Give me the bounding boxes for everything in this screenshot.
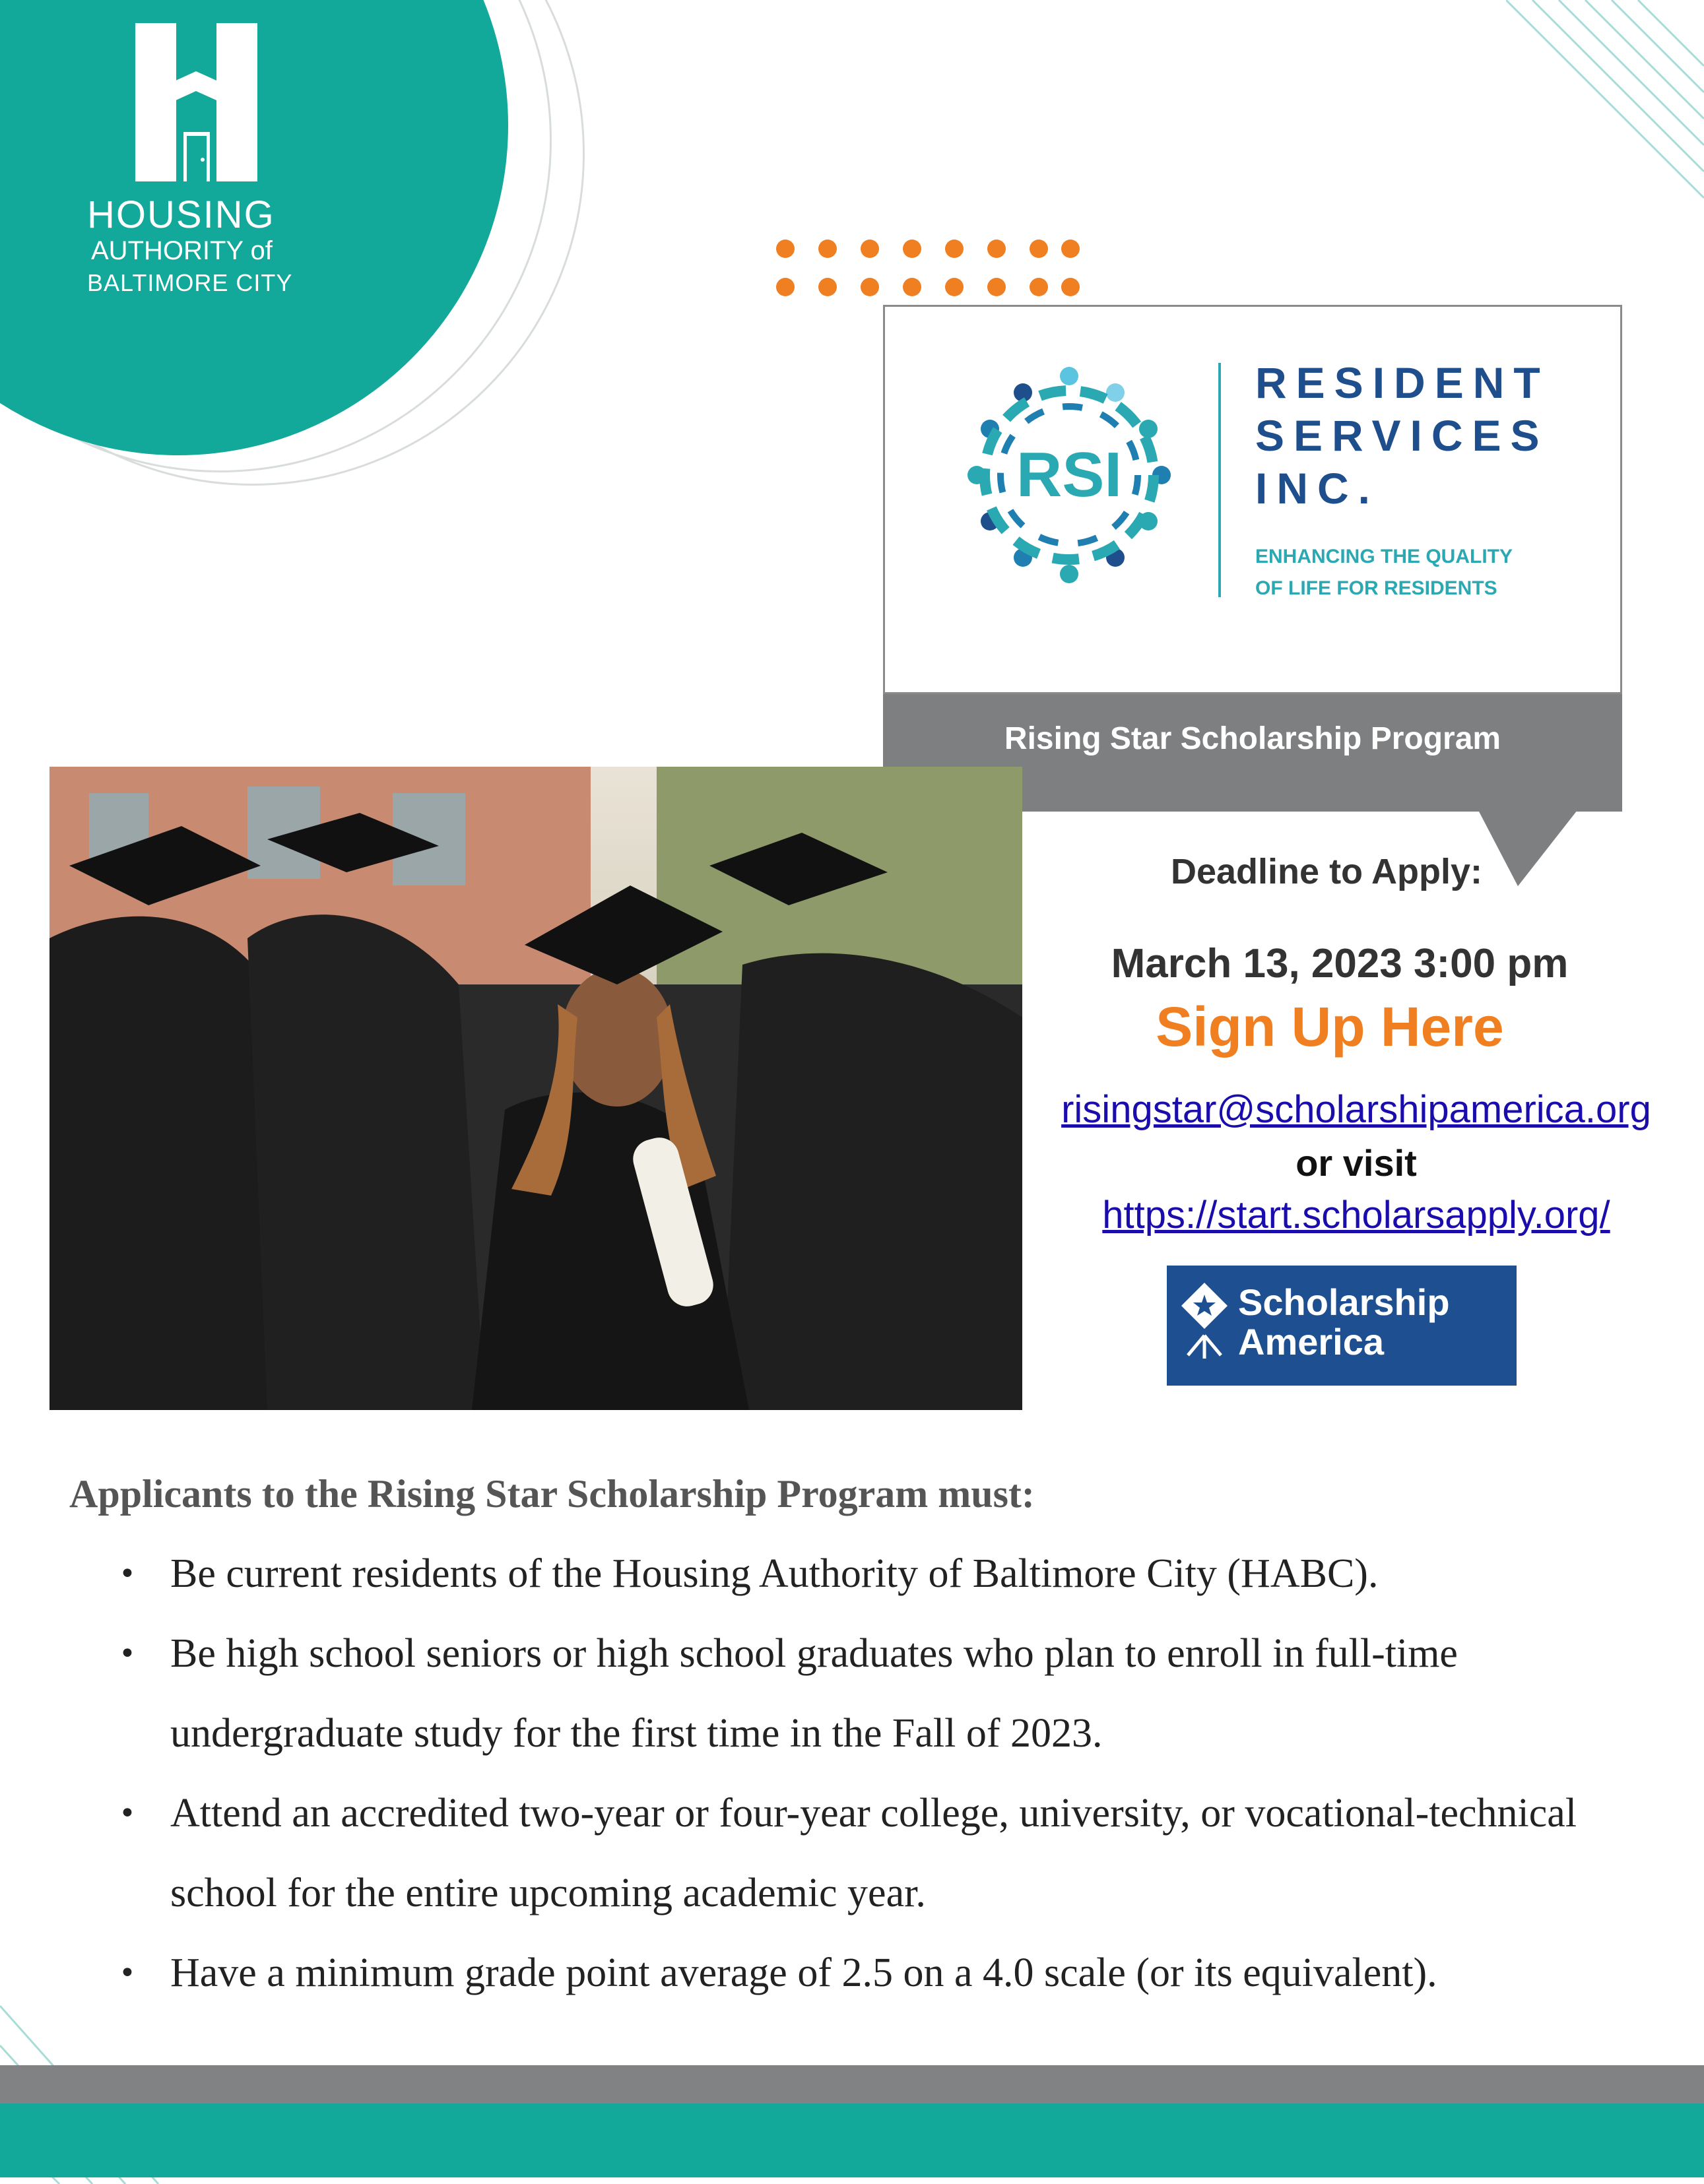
list-item xyxy=(119,1933,1637,2013)
footer-band-gray xyxy=(0,2065,1704,2104)
star-beacon-icon xyxy=(1175,1283,1234,1362)
requirement-text: Attend an accredited two-year or four-year college, university, or vocational-technical school for the entire upcoming academic year. xyxy=(170,1791,1577,1915)
bullet: • xyxy=(119,1797,136,1830)
list-item xyxy=(119,1774,1637,1933)
requirement-text: Have a minimum grade point average of 2.5 on a 4.0 scale (or its equivalent). xyxy=(170,1950,1437,1995)
or-visit-text: or visit xyxy=(1295,1142,1417,1184)
rsi-name-line2: SERVICES xyxy=(1255,411,1549,460)
list-item xyxy=(119,1534,1637,1614)
deadline-label: Deadline to Apply: xyxy=(1171,852,1483,891)
requirements-heading: Applicants to the Rising Star Scholarship Program must: xyxy=(69,1472,1035,1516)
habc-logo-line3: BALTIMORE CITY xyxy=(87,269,293,296)
requirement-text: Be current residents of the Housing Authority of Baltimore City (HABC). xyxy=(170,1551,1379,1596)
habc-logo-line2: AUTHORITY of xyxy=(91,236,273,265)
rsi-tagline xyxy=(1255,541,1513,604)
decorative-stripes xyxy=(1506,0,1704,211)
sign-up-heading[interactable]: Sign Up Here xyxy=(1156,996,1504,1058)
rsi-name-line3: INC. xyxy=(1255,464,1379,513)
email-link[interactable]: risingstar@scholarshipamerica.org xyxy=(1061,1088,1651,1131)
application-url-link[interactable]: https://start.scholarsapply.org/ xyxy=(1102,1194,1610,1237)
scholarship-america-line1: Scholarship xyxy=(1238,1281,1450,1323)
bullet: • xyxy=(119,1956,136,1990)
requirements-list xyxy=(119,1534,1637,2013)
requirement-text: Be high school seniors or high school graduates who plan to enroll in full-time undergraduate study for the first time in the Fall of 2023. xyxy=(170,1631,1458,1756)
bullet: • xyxy=(119,1557,136,1591)
rsi-name-line1: RESIDENT xyxy=(1255,358,1550,407)
orange-dot-grid xyxy=(772,234,1082,300)
scholarship-america-line2: America xyxy=(1238,1321,1385,1363)
rsi-tagline-line1: ENHANCING THE QUALITY xyxy=(1255,546,1513,567)
deadline-date: March 13, 2023 3:00 pm xyxy=(1111,941,1569,986)
rsi-tagline-line2: OF LIFE FOR RESIDENTS xyxy=(1255,577,1497,599)
bullet: • xyxy=(119,1637,136,1671)
graduates-photo xyxy=(49,767,1022,1410)
habc-logo-line1: HOUSING xyxy=(87,193,275,236)
scholarship-america-wordmark xyxy=(1238,1283,1450,1362)
rsi-emblem-text: RSI xyxy=(1016,439,1123,510)
program-banner-text: Rising Star Scholarship Program xyxy=(1004,721,1501,756)
footer-band-teal xyxy=(0,2104,1704,2177)
rsi-company-name xyxy=(1255,356,1550,515)
list-item xyxy=(119,1614,1637,1774)
rsi-divider xyxy=(1218,363,1221,597)
rsi-emblem-icon xyxy=(950,356,1188,607)
